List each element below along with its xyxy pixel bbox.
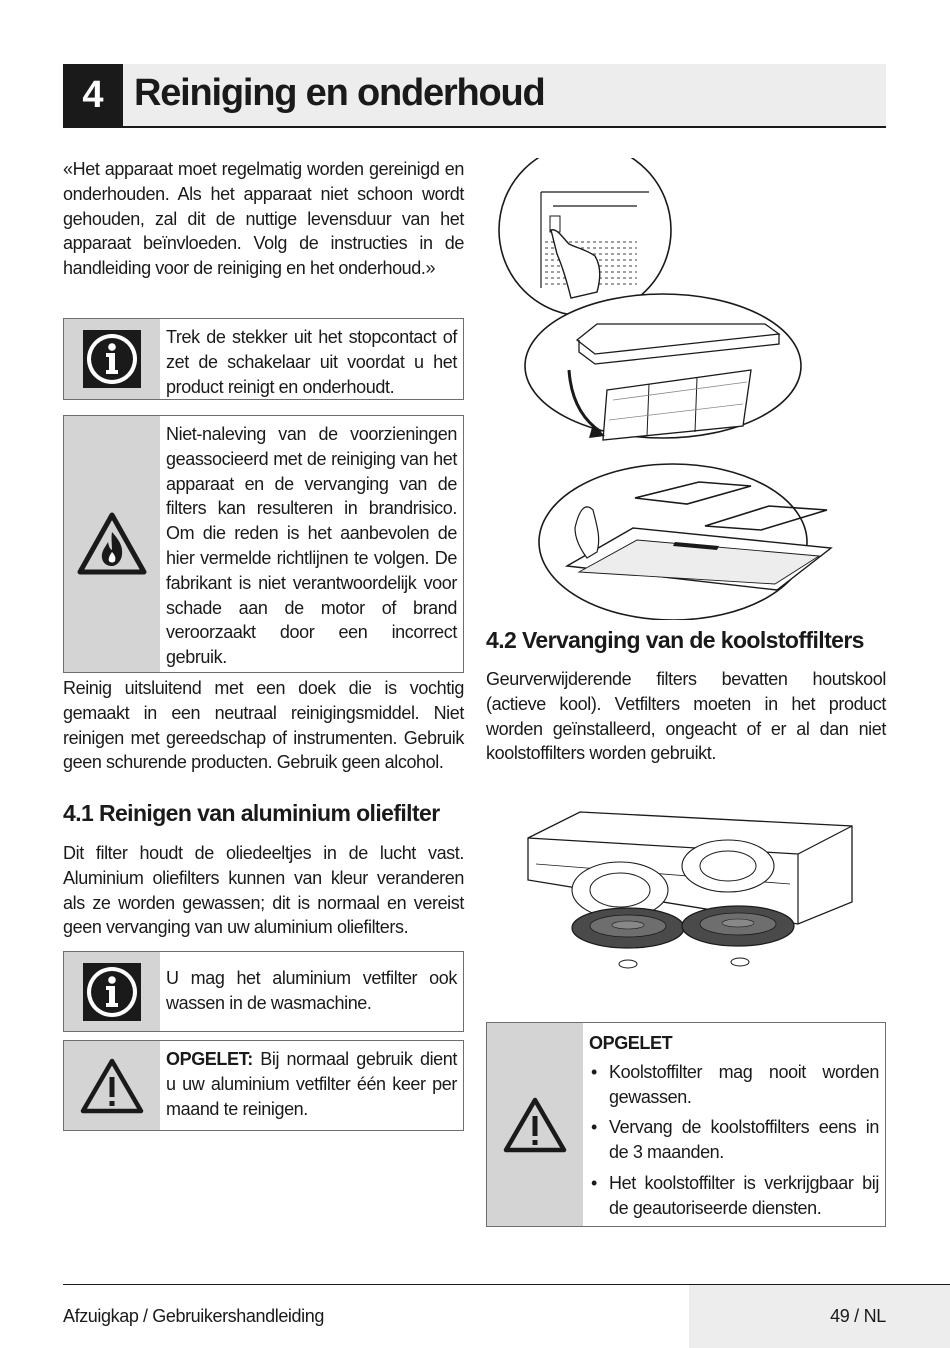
fire-warning-icon [77, 512, 147, 576]
caution-monthly-box [63, 1040, 464, 1131]
section-4-2-paragraph: Geurverwijderende filters bevatten houtskool (actieve kool). Vetfilters moeten in het product worden geïnstalleerd, ongeacht of er al dan niet koolstoffilters worden gebruikt. [486, 669, 886, 764]
caution-icon [502, 1096, 568, 1154]
carbon-filter-illustration [520, 808, 860, 970]
caution-body: Bij normaal gebruik dient u uw aluminium vetfilter één keer per maand te reinigen. [166, 1049, 457, 1119]
hood-cleaning-illustration [497, 158, 847, 620]
footer-page-number: 49 / NL [830, 1306, 886, 1326]
chapter-title: Reiniging en onderhoud [134, 72, 545, 114]
info-note-unplug [63, 318, 464, 400]
section-4-1-paragraph: Dit filter houdt de oliedeeltjes in de lucht vast. Aluminium oliefilters kunnen van kleur veranderen als ze worden gewassen; dit is normaal en vereist geen vervanging van uw aluminium oliefilters. [63, 843, 464, 938]
section-heading-4-2: 4.2 Vervanging van de koolstoffilters [486, 627, 864, 653]
list-item: • Koolstoffilter mag nooit worden gewassen. [589, 1060, 879, 1110]
chapter-number: 4 [63, 64, 123, 126]
caution-monthly-text [166, 1047, 457, 1121]
info-icon [83, 963, 141, 1021]
caution-label: OPGELET: [166, 1049, 253, 1069]
info-note-wash [63, 951, 464, 1032]
list-item: • Het koolstoffilter is verkrijgbaar bij de geautoriseerde diensten. [589, 1171, 879, 1221]
info-note-wash-text: U mag het aluminium vetfilter ook wassen in de wasmachine. [166, 968, 457, 1013]
caution-icon [79, 1057, 145, 1115]
caution-carbon-content [589, 1031, 879, 1227]
fire-warning-text: Niet-naleving van de voorzieningen geassocieerd met de reiniging van het apparaat en de vervanging van de filters kan resulteren in brandrisico. Om die reden is het aanbevolen de hier vermelde richtlijnen te volgen. De fabrikant is niet verantwoordelijk voor schade aan de motor of brand veroorzaakt door een incorrect gebruik. [166, 424, 457, 668]
caution-carbon-box [486, 1022, 886, 1227]
list-item: • Vervang de koolstoffilters eens in de 3 maanden. [589, 1115, 879, 1165]
footer-page-panel [689, 1285, 950, 1348]
chapter-header [63, 64, 886, 128]
intro-paragraph: «Het apparaat moet regelmatig worden gereinigd en onderhouden. Als het apparaat niet schoon wordt gehouden, zal dit de nuttige levensduur van het apparaat beïnvloeden. Volg de instructies in de handleiding voor de reiniging en het onderhoud.» [63, 159, 464, 279]
footer-document-title: Afzuigkap / Gebruikershandleiding [63, 1306, 324, 1326]
caution-carbon-list [589, 1060, 879, 1221]
fire-warning-box [63, 415, 464, 673]
info-icon [83, 330, 141, 388]
info-note-text: Trek de stekker uit het stopcontact of zet de schakelaar uit voordat u het product reinigt en onderhoudt. [166, 327, 457, 397]
section-heading-4-1: 4.1 Reinigen van aluminium oliefilter [63, 800, 440, 826]
caution-carbon-title: OPGELET [589, 1033, 673, 1053]
cleaning-paragraph: Reinig uitsluitend met een doek die is vochtig gemaakt in een neutraal reinigingsmiddel. Niet reinigen met gereedschap of instrumenten. Gebruik geen schurende producten. Gebruik geen alcohol. [63, 678, 464, 773]
